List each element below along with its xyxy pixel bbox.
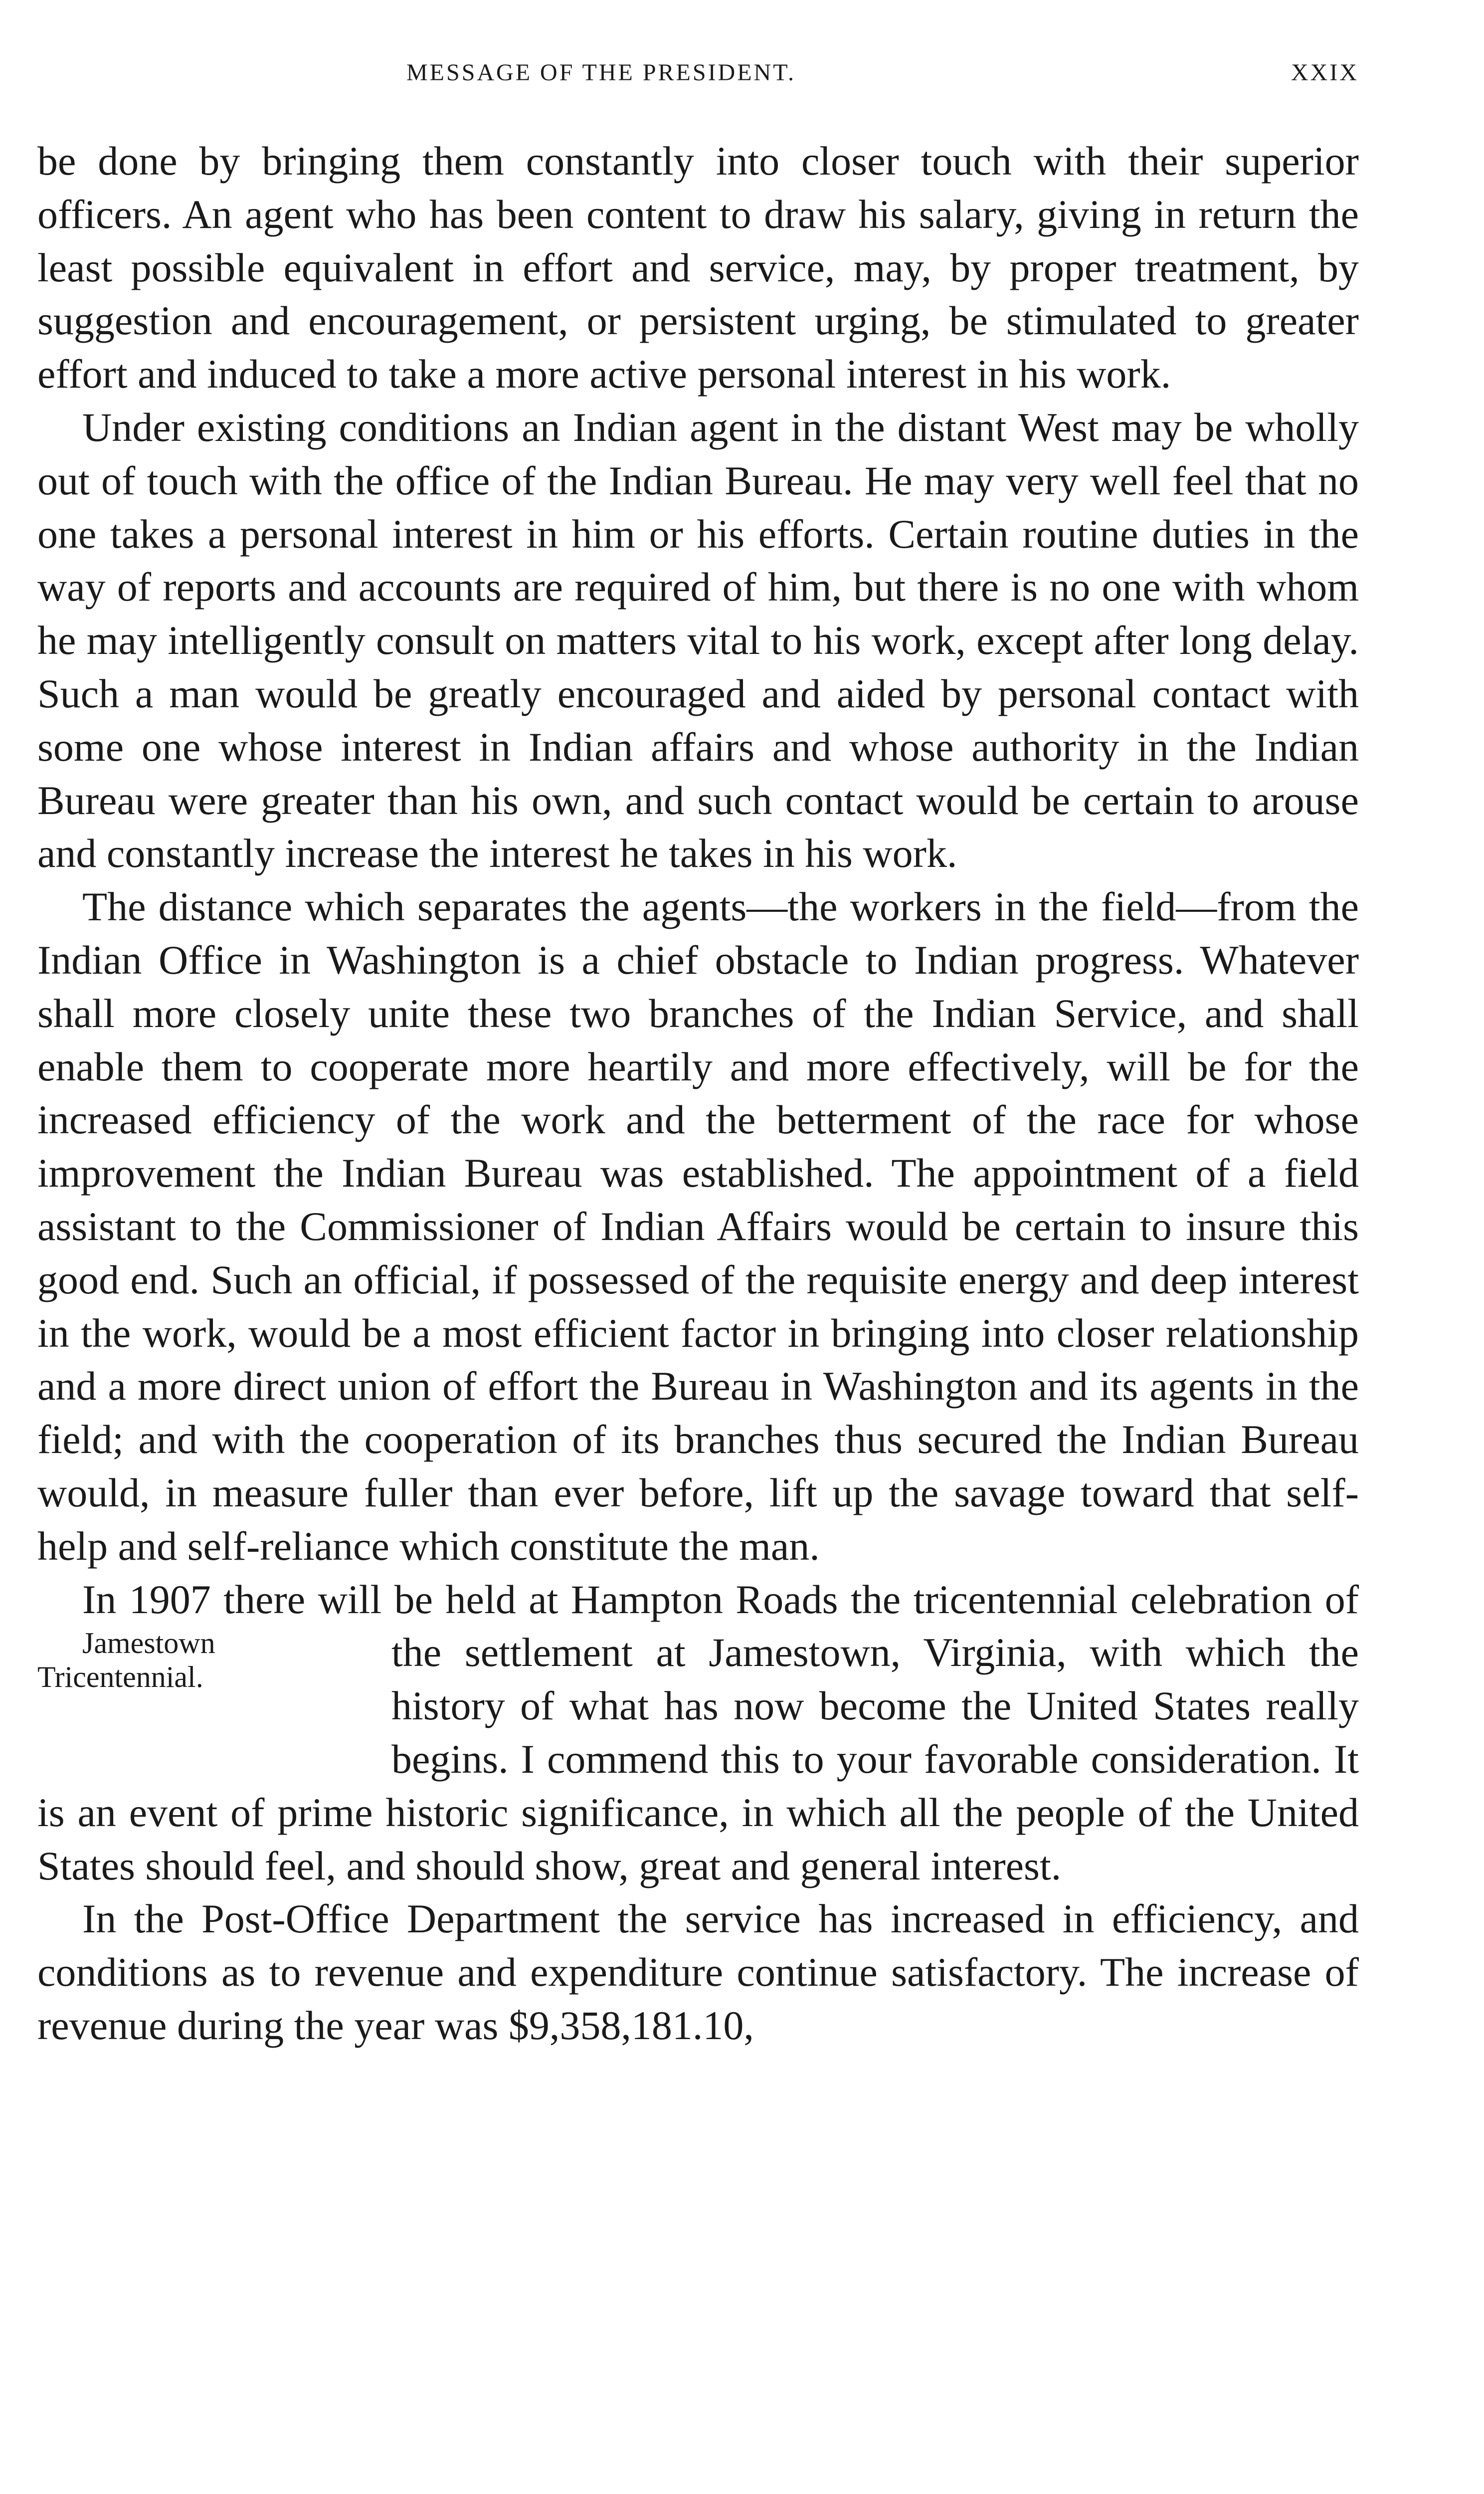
page-number: XXIX [1291,59,1359,86]
document-page [37,0,1359,2494]
margin-note-text: Jamestown Tricentennial. [37,1627,215,1694]
paragraph-1: be done by bringing them constantly into closer touch with their superior officers. An agent who has been content to draw his salary, giving in return the least possible equivalent in effort and service, may, by proper treatment, by suggestion and encouragement, or persistent urging, be stimulated to greater effort and induced to take a more active personal interest in his work. [37,138,1359,397]
running-title: MESSAGE OF THE PRESIDENT. [406,59,796,86]
margin-note [37,1626,376,1786]
paragraph-3: The distance which separates the agents—the workers in the field—from the Indian Office in Washington is a chief obstacle to Indian progress. Whatever shall more closely unite these two branches of the Indian Service, and shall enable them to cooperate more heartily and more effectively, will be for the increased efficiency of the work and the betterment of the race for whose improvement the Indian Bureau was established. The appointment of a field assistant to the Commissioner of Indian Affairs would be certain to insure this good end. Such an official, if possessed of the requisite energy and deep interest in the work, would be a most efficient factor in bringing into closer relationship and a more direct union of effort the Bureau in Washington and its agents in the field; and with the cooperation of its branches thus secured the Indian Bureau would, in measure fuller than ever before, lift up the savage toward that self-help and self-reliance which constitute the man. [37,884,1359,1569]
running-head [37,59,1359,99]
paragraph-4 [37,1573,1359,1893]
paragraph-5: In the Post-Office Department the service has increased in efficiency, and conditions as to revenue and expenditure continue satisfactory. The increase of revenue during the year was $9,358,181.10, [37,1896,1359,2048]
paragraph-2: Under existing conditions an Indian agent in the distant West may be wholly out of touch with the office of the Indian Bureau. He may very well feel that no one takes a personal interest in him or his efforts. Certain routine duties in the way of reports and accounts are required of him, but there is no one with whom he may intelligently consult on matters vital to his work, except after long delay. Such a man would be greatly encouraged and aided by personal contact with some one whose interest in Indian affairs and whose authority in the Indian Bureau were greater than his own, and such contact would be certain to arouse and constantly increase the interest he takes in his work. [37,404,1359,876]
body-text [37,135,1359,2053]
paragraph-4-rest: the history of what has now become the United States really begins. I commend this to your favorable consideration. It is an event of prime historic significance, in which all the people of the United States should feel, and should show, great and general interest. [37,1630,1359,1888]
paragraph-4-lead: In 1907 there will be held at Hampton Roads the tricentennial celebration of the settlement at Jamestown, Virginia, with which [82,1576,1359,1675]
